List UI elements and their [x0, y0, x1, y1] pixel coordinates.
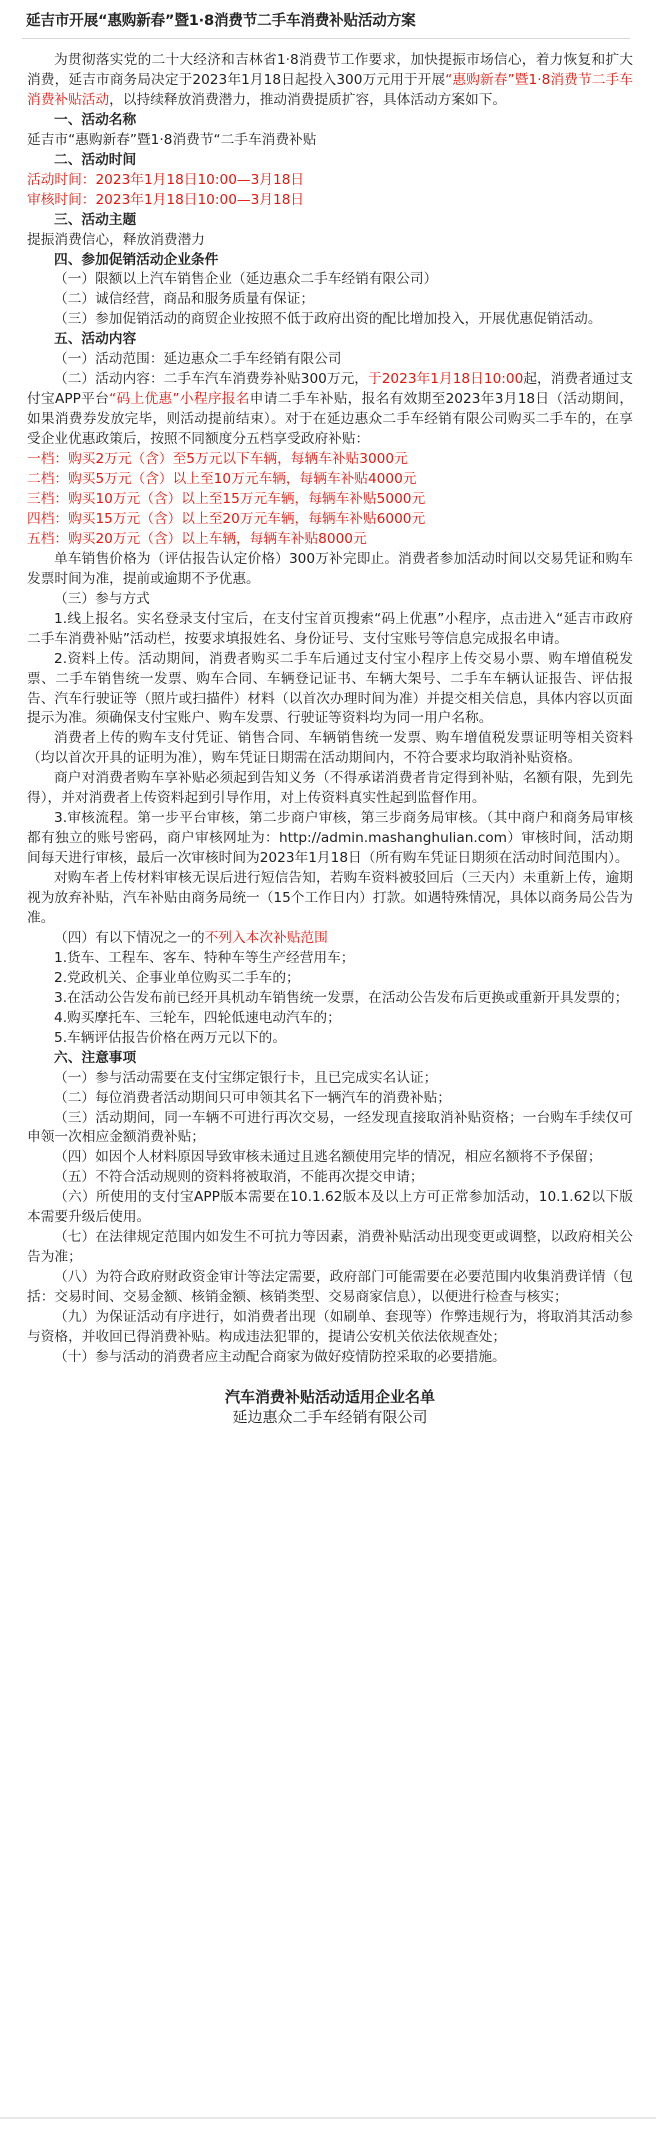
- note-item: （三）活动期间，同一车辆不可进行再次交易，一经发现直接取消补贴资格；一台购车手续仅可申领一次相应金额消费补贴；: [27, 1109, 633, 1146]
- content-start-highlight: 于2023年1月18日10:00: [368, 371, 524, 388]
- section-heading-name: 一、活动名称: [54, 111, 137, 128]
- exclusion-item: 3.在活动公告发布前已经开具机动车销售统一发票，在活动公告发布后更换或重新开具发票的；: [54, 989, 629, 1006]
- note-item: （七）在法律规定范围内如发生不可抗力等因素，消费补贴活动出现变更或调整，以政府相关公告为准；: [27, 1229, 633, 1266]
- note-item: （六）所使用的支付宝APP版本需要在10.1.62版本及以上方可正常参加活动，10.1.62以下版本需要升级后使用。: [27, 1189, 633, 1226]
- activity-content: [27, 370, 633, 450]
- section-heading-notes: 六、注意事项: [54, 1049, 137, 1066]
- article-title: 延吉市开展“惠购新春”暨1·8消费节二手车消费补贴活动方案: [26, 12, 416, 29]
- section-heading-content: 五、活动内容: [54, 331, 137, 348]
- condition-item: （一）限额以上汽车销售企业（延边惠众二手车经销有限公司）: [54, 271, 438, 288]
- subsidy-tier: 五档：购买20万元（含）以上车辆，每辆车补贴8000元: [27, 530, 367, 547]
- content-text: 起，消费者通过支付宝APP平台: [27, 371, 633, 408]
- section-heading-conditions: 四、参加促销活动企业条件: [54, 251, 219, 268]
- activity-time: 活动时间：2023年1月18日10:00—3月18日: [27, 171, 305, 188]
- note-item: （九）为保证活动有序进行，如消费者出现（如刷单、套现等）作弊违规行为，将取消其活动参与资格，并收回已得消费补贴。构成违法犯罪的，提请公安机关依法依规查处；: [27, 1309, 633, 1345]
- intro-paragraph: [27, 51, 633, 111]
- price-note: 单车销售价格为（评估报告认定价格）300万补完即止。消费者参加活动时间以交易凭证和购车发票时间为准，提前或逾期不予优惠。: [27, 550, 633, 587]
- activity-scope: （一）活动范围：延边惠众二手车经销有限公司: [54, 351, 342, 368]
- upload-note: 消费者上传的购车支付凭证、销售合同、车辆销售统一发票、购车增值税发票证明等相关资料（均以首次开具的证明为准），购车凭证日期需在活动期间内，不符合要求均取消补贴资格。: [27, 730, 633, 767]
- subsidy-tier: 四档：购买15万元（含）以上至20万元车辆，每辆车补贴6000元: [27, 510, 426, 527]
- intro-highlight: “惠购新春”暨1·8消费节二手车消费补贴活动: [27, 71, 633, 108]
- activity-name: 延吉市“惠购新春”暨1·8消费节“二手车消费补贴: [27, 131, 317, 148]
- exclusion-item: 5.车辆评估报告价格在两万元以下的。: [54, 1029, 287, 1046]
- note-item: （四）如因个人材料原因导致审核未通过且逃名额使用完毕的情况，相应名额将不予保留；: [54, 1149, 602, 1166]
- note-item: （五）不符合活动规则的资料将被取消，不能再次提交申请；: [54, 1169, 424, 1186]
- exclusion-item: 4.购买摩托车、三轮车，四轮低速电动汽车的；: [54, 1009, 341, 1026]
- content-text: 申请二手车补贴，报名有效期至2023年3月18日（活动期间，如果消费券发放完毕，则活动提前结束）。对于在延边惠众二手车经销有限公司购买二手车的，在享受企业优惠政策后，按照不同额度分五档享受政府补贴：: [27, 391, 634, 448]
- note-item: （一）参与活动需要在支付宝绑定银行卡，且已完成实名认证；: [54, 1069, 438, 1086]
- subsidy-tier: 一档：购买2万元（含）至5万元以下车辆，每辆车补贴3000元: [27, 451, 408, 468]
- note-item: （八）为符合政府财政资金审计等法定需要，政府部门可能需要在必要范围内收集消费详情（包括：交易时间、交易金额、核销金额、核销类型、交易商家信息），以便进行检查与核实；: [27, 1269, 633, 1306]
- note-item: （二）每位消费者活动期间只可申领其名下一辆汽车的消费补贴；: [54, 1089, 451, 1106]
- title-divider: [22, 38, 630, 39]
- condition-item: （二）诚信经营，商品和服务质量有保证；: [54, 291, 315, 308]
- merchant-note: 商户对消费者购车享补贴必须起到告知义务（不得承诺消费者肯定得到补贴，名额有限，先到先得），并对消费者上传资料起到引导作用，对上传资料真实性起到监督作用。: [27, 770, 633, 807]
- bottom-divider: [0, 2117, 656, 2119]
- step-online-signup: 1.线上报名。实名登录支付宝后，在支付宝首页搜索“码上优惠”小程序，点击进入“延吉市政府二手车消费补贴”活动栏，按要求填报姓名、身份证号、支付宝账号等信息完成报名申请。: [27, 610, 633, 647]
- exclusion-heading: [27, 929, 633, 949]
- note-item: （十）参与活动的消费者应主动配合商家为做好疫情防控采取的必要措施。: [54, 1348, 506, 1365]
- section-heading-theme: 三、活动主题: [54, 211, 137, 228]
- activity-theme: 提振消费信心，释放消费潜力: [27, 231, 205, 248]
- step-review: 3.审核流程。第一步平台审核，第二步商户审核，第三步商务局审核。（其中商户和商务局审核都有独立的账号密码，商户审核网址为：http://admin.mashanghulian.com）审核时间，活动期间每天进行审核，最后一次审核时间为2023年1月18日（所有购车凭证日期须在活动时间范围内）。: [27, 810, 633, 867]
- subsidy-tier: 三档：购买10万元（含）以上至15万元车辆，每辆车补贴5000元: [27, 490, 426, 507]
- subsidy-tier: 二档：购买5万元（含）以上至10万元车辆，每辆车补贴4000元: [27, 471, 417, 488]
- condition-item: （三）参加促销活动的商贸企业按照不低于政府出资的配比增加投入，开展优惠促销活动。: [54, 311, 602, 328]
- review-note: 对购车者上传材料审核无误后进行短信告知，若购车资料被驳回后（三天内）未重新上传，逾期视为放弃补贴，汽车补贴由商务局统一（15个工作日内）打款。如遇特殊情况，具体以商务局公告为准。: [27, 870, 633, 926]
- intro-text: 为贯彻落实党的二十大经济和吉林省1·8消费节工作要求，加快提振市场信心，着力恢复和扩大消费，延吉市商务局决定于2023年1月18日起投入300万元用于开展: [27, 52, 633, 88]
- section-heading-time: 二、活动时间: [54, 151, 137, 168]
- exclusion-item: 2.党政机关、企事业单位购买二手车的；: [54, 969, 300, 986]
- intro-text-end: ，以持续释放消费潜力，推动消费提质扩容，具体活动方案如下。: [109, 91, 507, 108]
- miniprogram-highlight: “码上优惠”小程序报名: [109, 391, 250, 408]
- participation-heading: （三）参与方式: [54, 590, 150, 607]
- step-upload: 2.资料上传。活动期间，消费者购买二手车后通过支付宝小程序上传交易小票、购车增值税发票、二手车销售统一发票、购车合同、车辆登记证书、车辆大架号、二手车车辆认证报告、评估报告、汽车行驶证等（照片或扫描件）材料（以首次办理时间为准）并提交相关信息，具体内容以页面提示为准。须确保支付宝账户、购车发票、行驶证等资料均为同一用户名称。: [27, 650, 633, 727]
- article-body: [27, 51, 633, 1428]
- content-text: （二）活动内容：二手车汽车消费券补贴300万元，: [54, 371, 369, 388]
- exclusion-highlight: 不列入本次补贴范围: [204, 929, 328, 946]
- review-time: 审核时间：2023年1月18日10:00—3月18日: [27, 191, 305, 208]
- exclusion-item: 1.货车、工程车、客车、特种车等生产经营用车；: [54, 949, 355, 966]
- footer-title: 汽车消费补贴活动适用企业名单: [224, 1387, 435, 1406]
- footer-company: 延边惠众二手车经销有限公司: [232, 1407, 428, 1426]
- exclusion-text: （四）有以下情况之一的: [54, 929, 205, 946]
